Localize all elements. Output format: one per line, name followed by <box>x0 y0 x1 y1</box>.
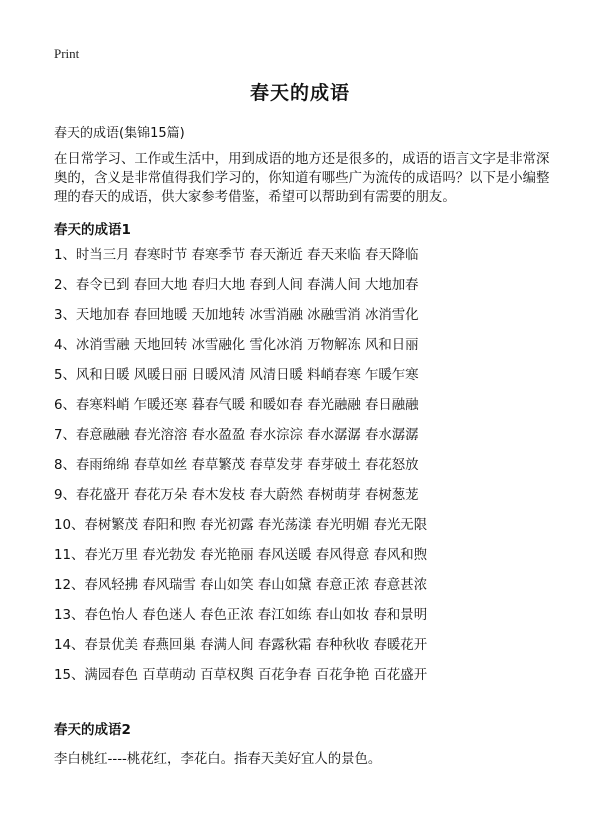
idiom-list <box>54 246 427 696</box>
list-item: 4、冰消雪融 天地回转 冰雪融化 雪化冰消 万物解冻 风和日丽 <box>54 338 419 353</box>
section-2-text: 李白桃红----桃花红，李花白。指春天美好宜人的景色。 <box>54 752 382 767</box>
section-heading-2: 春天的成语2 <box>54 722 131 738</box>
list-item: 5、风和日暖 风暖日丽 日暖风清 风清日暖 料峭春寒 乍暖乍寒 <box>54 368 419 383</box>
list-item: 10、春树繁茂 春阳和煦 春光初露 春光荡漾 春光明媚 春光无限 <box>54 518 428 533</box>
list-item: 11、春光万里 春光勃发 春光艳丽 春风送暖 春风得意 春风和煦 <box>54 548 428 563</box>
list-item: 2、春令已到 春回大地 春归大地 春到人间 春满人间 大地加春 <box>54 278 419 293</box>
list-item: 6、春寒料峭 乍暖还寒 暮春气暖 和暖如春 春光融融 春日融融 <box>54 398 419 413</box>
list-item: 8、春雨绵绵 春草如丝 春草繁茂 春草发芽 春芽破土 春花怒放 <box>54 458 419 473</box>
document-subtitle: 春天的成语(集锦15篇) <box>54 126 185 141</box>
page-title: 春天的成语 <box>249 82 350 104</box>
list-item: 3、天地加春 春回地暖 天加地转 冰雪消融 冰融雪消 冰消雪化 <box>54 308 419 323</box>
section-heading-1: 春天的成语1 <box>54 222 131 238</box>
list-item: 14、春景优美 春燕回巢 春满人间 春露秋霜 春种秋收 春暖花开 <box>54 638 428 653</box>
print-link[interactable]: Print <box>54 46 80 61</box>
list-item: 12、春风轻拂 春风瑞雪 春山如笑 春山如黛 春意正浓 春意甚浓 <box>54 578 428 593</box>
list-item: 9、春花盛开 春花万朵 春木发枝 春大蔚然 春树萌芽 春树葱茏 <box>54 488 419 503</box>
list-item: 13、春色怡人 春色迷人 春色正浓 春江如练 春山如妆 春和景明 <box>54 608 428 623</box>
list-item: 15、满园春色 百草萌动 百草权舆 百花争春 百花争艳 百花盛开 <box>54 668 428 683</box>
list-item: 1、时当三月 春寒时节 春寒季节 春天渐近 春天来临 春天降临 <box>54 248 419 263</box>
intro-paragraph: 在日常学习、工作或生活中，用到成语的地方还是很多的，成语的语言文字是非常深奥的，含义是非常值得我们学习的，你知道有哪些广为流传的成语吗？以下是小编整理的春天的成语，供大家参考借鉴，希望可以帮助到有需要的朋友。 <box>54 152 550 205</box>
list-item: 7、春意融融 春光溶溶 春水盈盈 春水淙淙 春水潺潺 春水潺潺 <box>54 428 419 443</box>
